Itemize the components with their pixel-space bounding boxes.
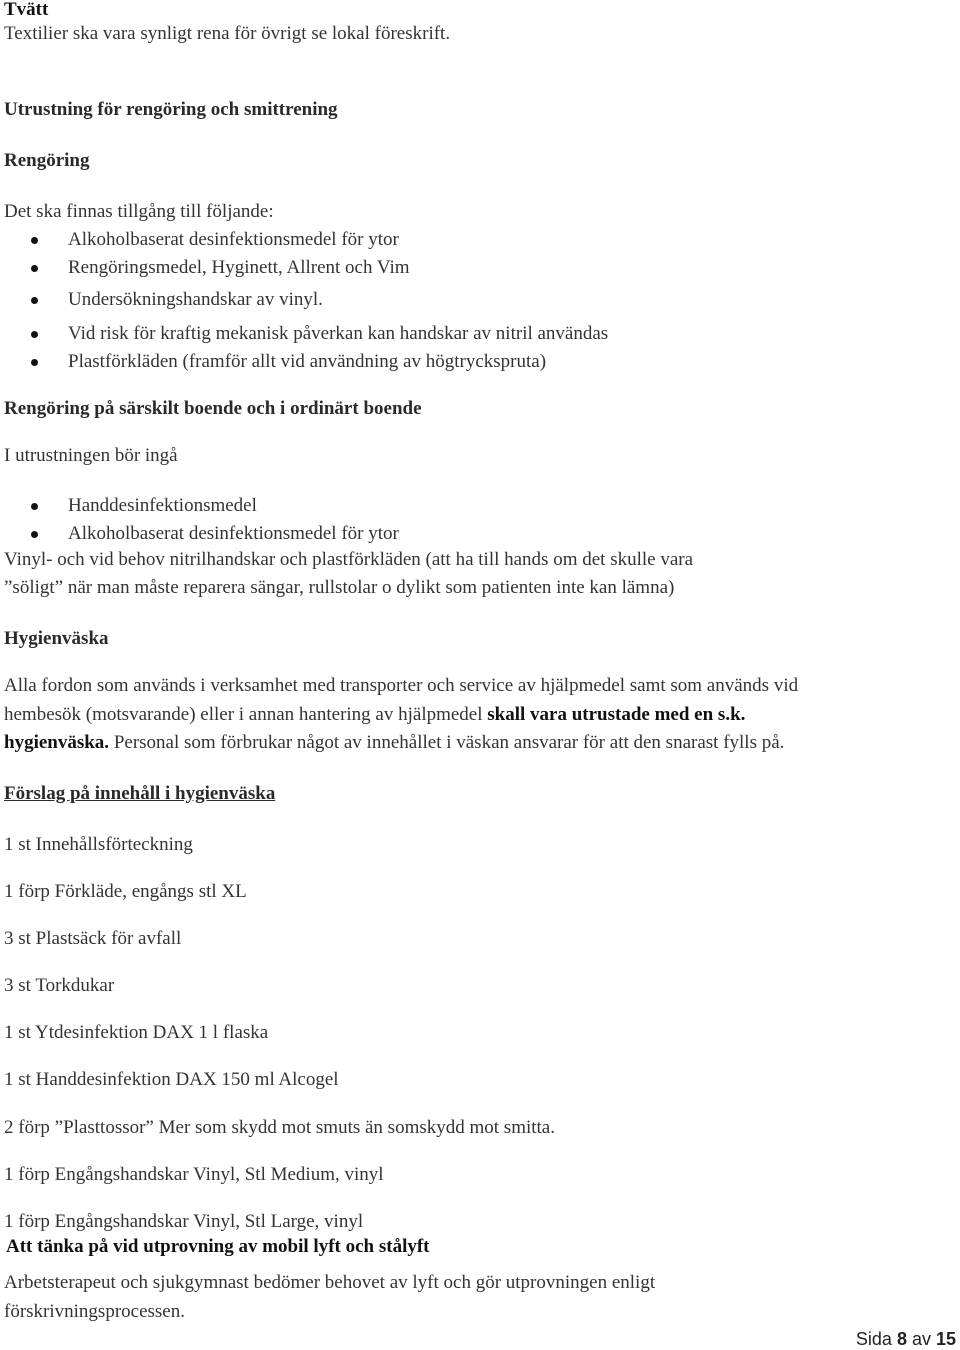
list-item: Alkoholbaserat desinfektionsmedel för ytor [68,229,399,250]
hygienvaska-line2-text: hembesök (motsvarande) eller i annan hantering av hjälpmedel [4,704,488,725]
bullet-icon [31,265,38,272]
boende-intro: I utrustningen bör ingå [4,445,178,466]
list-item: Undersökningshandskar av vinyl. [68,289,323,310]
utrustning-heading: Utrustning för rengöring och smittrening [4,99,338,120]
page-number-current: 8 [896,1329,907,1349]
boende-paragraph-line1: Vinyl- och vid behov nitrilhandskar och plastförkläden (att ha till hands om det skulle vara [4,549,694,570]
bullet-icon [31,503,38,510]
boende-heading: Rengöring på särskilt boende och i ordinärt boende [4,398,422,419]
bullet-icon [31,359,38,366]
hygienvaska-line1: Alla fordon som används i verksamhet med transporter och service av hjälpmedel samt som används vid [4,675,799,696]
forslag-item: 3 st Plastsäck för avfall [4,928,182,949]
page-number-prefix: Sida [855,1329,897,1349]
lyft-line2: förskrivningsprocessen. [4,1301,185,1322]
forslag-item: 1 st Handdesinfektion DAX 150 ml Alcogel [4,1069,339,1090]
rengoring-heading: Rengöring [4,150,90,171]
bullet-icon [31,237,38,244]
bullet-icon [31,297,38,304]
list-item: Plastförkläden (framför allt vid användning av högtryckspruta) [68,351,547,372]
list-item: Vid risk för kraftig mekanisk påverkan kan handskar av nitril användas [68,323,609,344]
tvatt-heading: Tvätt [4,0,49,20]
hygienvaska-line2-emphasis: skall vara utrustade med en s.k. [487,704,746,725]
hygienvaska-line3 [4,731,784,755]
hygienvaska-line3-emphasis: hygienväska. [4,732,110,753]
hygienvaska-heading: Hygienväska [4,628,109,649]
forslag-item: 1 st Innehållsförteckning [4,834,193,855]
page-number-middle: av [906,1329,936,1349]
list-item: Rengöringsmedel, Hyginett, Allrent och Vim [68,257,410,278]
forslag-item: 3 st Torkdukar [4,975,115,996]
page-number [856,1328,956,1350]
forslag-heading: Förslag på innehåll i hygienväska [4,783,276,804]
hygienvaska-line2 [4,703,745,727]
forslag-item: 2 förp ”Plasttossor” Mer som skydd mot smuts än somskydd mot smitta. [4,1117,555,1138]
rengoring-intro: Det ska finnas tillgång till följande: [4,201,274,222]
bullet-icon [31,531,38,538]
forslag-item: 1 st Ytdesinfektion DAX 1 l flaska [4,1022,269,1043]
hygienvaska-line3-text: Personal som förbrukar något av innehållet i väskan ansvarar för att den snarast fylls på. [109,732,785,753]
tvatt-text: Textilier ska vara synligt rena för övrigt se lokal föreskrift. [4,23,451,44]
forslag-item: 1 förp Engångshandskar Vinyl, Stl Medium, vinyl [4,1164,384,1185]
forslag-item: 1 förp Engångshandskar Vinyl, Stl Large, vinyl [4,1211,364,1232]
list-item: Alkoholbaserat desinfektionsmedel för ytor [68,523,399,544]
bullet-icon [31,331,38,338]
page-number-total: 15 [935,1329,956,1349]
lyft-line1: Arbetsterapeut och sjukgymnast bedömer behovet av lyft och gör utprovningen enligt [4,1272,656,1293]
boende-paragraph-line2: ”söligt” när man måste reparera sängar, rullstolar o dylikt som patienten inte kan lämna) [4,577,675,598]
forslag-item: 1 förp Förkläde, engångs stl XL [4,881,247,902]
list-item: Handdesinfektionsmedel [68,495,257,516]
lyft-heading: Att tänka på vid utprovning av mobil lyft och stålyft [6,1236,430,1257]
